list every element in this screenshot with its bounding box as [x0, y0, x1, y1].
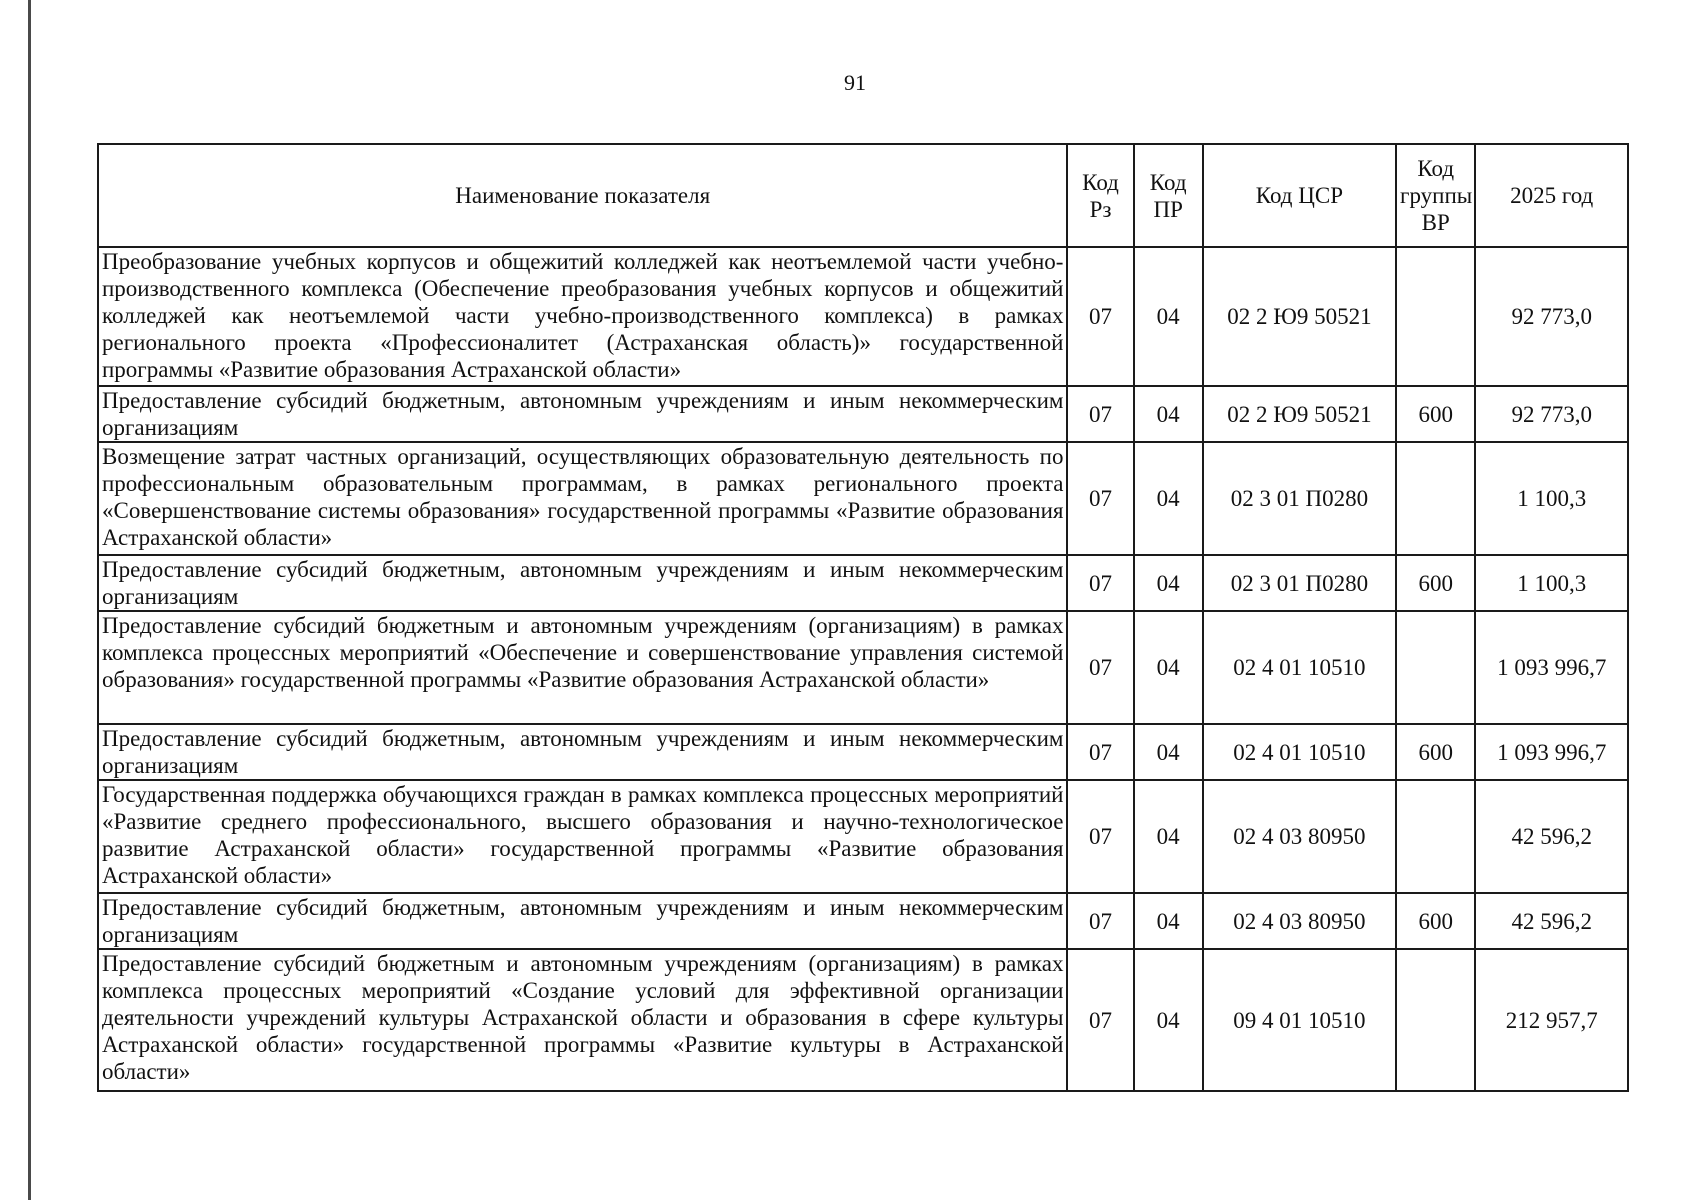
row-rz: 07 — [1067, 611, 1133, 724]
header-vr: Код группы ВР — [1396, 144, 1475, 247]
row-rz: 07 — [1067, 386, 1133, 442]
row-rz: 07 — [1067, 780, 1133, 893]
table-body — [98, 247, 1628, 1091]
table-row — [98, 611, 1628, 724]
row-csr: 02 4 01 10510 — [1203, 611, 1396, 724]
row-vr: 600 — [1396, 555, 1475, 611]
page-number: 91 — [844, 70, 866, 95]
row-rz: 07 — [1067, 555, 1133, 611]
row-name: Предоставление субсидий бюджетным, автономным учреждениям и иным некоммерческим организациям — [98, 893, 1067, 949]
header-year: 2025 год — [1475, 144, 1628, 247]
table-row — [98, 724, 1628, 780]
row-pr: 04 — [1134, 780, 1203, 893]
row-vr — [1396, 611, 1475, 724]
row-rz: 07 — [1067, 893, 1133, 949]
row-amount: 92 773,0 — [1475, 247, 1628, 386]
header-row — [98, 144, 1628, 247]
table-row — [98, 949, 1628, 1091]
row-amount: 1 100,3 — [1475, 442, 1628, 555]
row-name: Предоставление субсидий бюджетным, автономным учреждениям и иным некоммерческим организациям — [98, 555, 1067, 611]
row-amount: 1 093 996,7 — [1475, 611, 1628, 724]
row-csr: 02 4 03 80950 — [1203, 780, 1396, 893]
table-row — [98, 893, 1628, 949]
table-header — [98, 144, 1628, 247]
row-rz: 07 — [1067, 247, 1133, 386]
row-vr — [1396, 949, 1475, 1091]
header-name: Наименование показателя — [98, 144, 1067, 247]
table-row — [98, 555, 1628, 611]
table-row — [98, 780, 1628, 893]
row-name: Предоставление субсидий бюджетным, автономным учреждениям и иным некоммерческим организациям — [98, 386, 1067, 442]
row-name: Предоставление субсидий бюджетным и автономным учреждениям (организациям) в рамках комплекса процессных мероприятий «Создание условий для эффективной организации деятельности учреждений культуры Астраханской области и образования в сфере культуры Астраханской области» государственной программы «Развитие культуры в Астраханской области» — [98, 949, 1067, 1091]
row-amount: 212 957,7 — [1475, 949, 1628, 1091]
row-pr: 04 — [1134, 386, 1203, 442]
row-name: Государственная поддержка обучающихся граждан в рамках комплекса процессных мероприятий «Развитие среднего профессионального, высшего образования и научно-технологическое развитие Астраханской области» государственной программы «Развитие образования Астраханской области» — [98, 780, 1067, 893]
row-vr — [1396, 442, 1475, 555]
row-pr: 04 — [1134, 555, 1203, 611]
row-vr: 600 — [1396, 724, 1475, 780]
row-amount: 92 773,0 — [1475, 386, 1628, 442]
row-csr: 09 4 01 10510 — [1203, 949, 1396, 1091]
row-pr: 04 — [1134, 247, 1203, 386]
row-amount: 1 100,3 — [1475, 555, 1628, 611]
scan-margin-line — [28, 0, 31, 1200]
row-rz: 07 — [1067, 724, 1133, 780]
row-rz: 07 — [1067, 949, 1133, 1091]
table-row — [98, 442, 1628, 555]
row-csr: 02 3 01 П0280 — [1203, 442, 1396, 555]
row-pr: 04 — [1134, 949, 1203, 1091]
row-name: Предоставление субсидий бюджетным и автономным учреждениям (организациям) в рамках комплекса процессных мероприятий «Обеспечение и совершенствование управления системой образования» государственной программы «Развитие образования Астраханской области» — [98, 611, 1067, 724]
row-csr: 02 2 Ю9 50521 — [1203, 386, 1396, 442]
row-amount: 42 596,2 — [1475, 780, 1628, 893]
row-csr: 02 2 Ю9 50521 — [1203, 247, 1396, 386]
header-rz: Код Рз — [1067, 144, 1133, 247]
row-pr: 04 — [1134, 442, 1203, 555]
row-amount: 1 093 996,7 — [1475, 724, 1628, 780]
row-rz: 07 — [1067, 442, 1133, 555]
row-vr: 600 — [1396, 386, 1475, 442]
row-csr: 02 3 01 П0280 — [1203, 555, 1396, 611]
row-name: Возмещение затрат частных организаций, осуществляющих образовательную деятельность по профессиональным образовательным программам, в рамках регионального проекта «Совершенствование системы образования» государственной программы «Развитие образования Астраханской области» — [98, 442, 1067, 555]
row-pr: 04 — [1134, 893, 1203, 949]
row-csr: 02 4 03 80950 — [1203, 893, 1396, 949]
row-name: Предоставление субсидий бюджетным, автономным учреждениям и иным некоммерческим организациям — [98, 724, 1067, 780]
row-csr: 02 4 01 10510 — [1203, 724, 1396, 780]
row-pr: 04 — [1134, 724, 1203, 780]
budget-table — [97, 143, 1629, 1092]
row-name: Преобразование учебных корпусов и общежитий колледжей как неотъемлемой части учебно-производственного комплекса (Обеспечение преобразования учебных корпусов и общежитий колледжей как неотъемлемой части учебно-производственного комплекса) в рамках регионального проекта «Профессионалитет (Астраханская область)» государственной программы «Развитие образования Астраханской области» — [98, 247, 1067, 386]
row-vr — [1396, 780, 1475, 893]
row-vr: 600 — [1396, 893, 1475, 949]
table-row — [98, 386, 1628, 442]
row-pr: 04 — [1134, 611, 1203, 724]
row-amount: 42 596,2 — [1475, 893, 1628, 949]
header-pr: Код ПР — [1134, 144, 1203, 247]
row-vr — [1396, 247, 1475, 386]
header-csr: Код ЦСР — [1203, 144, 1396, 247]
table-row — [98, 247, 1628, 386]
